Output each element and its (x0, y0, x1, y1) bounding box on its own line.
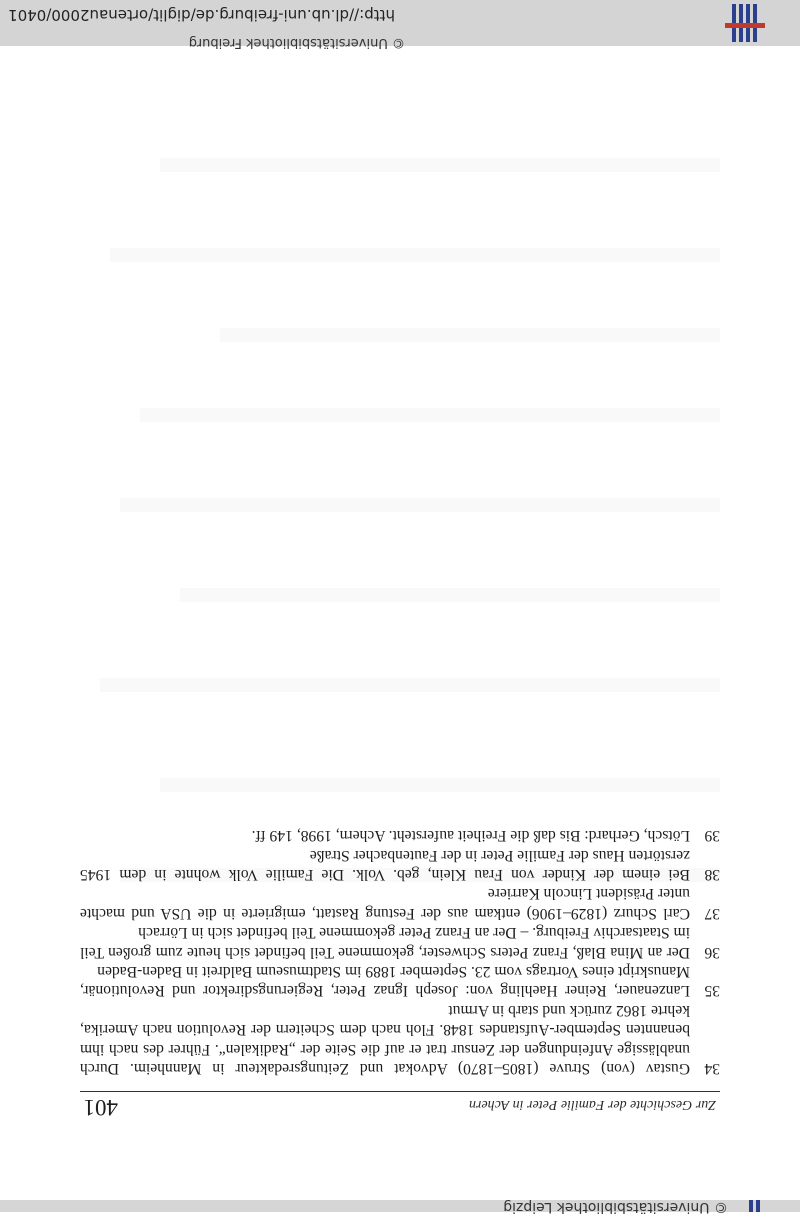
footnotes (80, 826, 720, 1078)
footnote-number: 34 (704, 1060, 720, 1077)
library-logo-icon (740, 1200, 770, 1212)
footnote-text: Gustav (von) Struve (1805–1870) Advokat und Zeitungsredakteur in Mannheim. Durch unablässige Anfeindungen der Zensur trat er auf die Seite der „Radikalen“. Führer des nach ihm benannten September-Aufstandes 1848. Floh nach dem Scheitern der Revolution nach Amerika, kehrte 1862 zurück und starb in Armut (80, 1001, 690, 1077)
footnote-number: 36 (704, 943, 720, 961)
library-footer-bar (0, 1199, 800, 1215)
footnote-text: Lanzenauer, Reiner Haehling von: Joseph Ignaz Peter, Regierungsdirektor und Revolutionär, Manuskript eines Vortrags vom 23. September 1889 im Stadtmuseum Baldreit in Baden-Baden (80, 962, 690, 1000)
show-through-line (120, 498, 720, 512)
footnote (80, 923, 720, 962)
footnote-number: 39 (704, 827, 720, 845)
footnote-number: 37 (704, 904, 720, 922)
footnote (80, 884, 720, 923)
show-through-line (100, 678, 720, 692)
library-credit: © Universitätsbibliothek Leipzig (503, 1199, 728, 1215)
footnote-text: Bei einem der Kinder von Frau Klein, geb. Volk. Die Familie Volk wohnte in dem 1945 zerstörten Haus der Familie Peter in der Fautenbacher Straße (80, 846, 690, 883)
footnote-text: Der an Mina Blaß, Franz Peters Schwester, gekommene Teil befindet sich heute zum großen Teil im Staatsarchiv Freiburg. – Der an Franz Peter gekommene Teil befindet sich in Lörrach (80, 924, 690, 961)
document-url-link[interactable]: http://dl.ub.uni-freiburg.de/diglit/ortenau2000/0401 (8, 6, 395, 24)
show-through-line (180, 588, 720, 602)
show-through-line (110, 248, 720, 262)
header-rule (80, 1091, 720, 1092)
footnote (80, 826, 720, 845)
footnote-number: 38 (704, 865, 720, 883)
library-logo-icon (725, 4, 765, 42)
footnote-text: Carl Schurz (1829–1906) entkam aus der Festung Rastatt, emigrierte in die USA und machte unter Präsident Lincoln Karriere (80, 885, 690, 922)
url-bar (0, 0, 800, 50)
footnote (80, 1000, 720, 1078)
footnote (80, 962, 720, 1001)
show-through-line (140, 408, 720, 422)
footnote-number: 35 (704, 982, 720, 1000)
running-head: Zur Geschichte der Familie Peter in Achern (468, 1097, 716, 1112)
show-through-line (220, 328, 720, 342)
show-through-line (160, 158, 720, 172)
freiburg-credit: © Universitätsbibliothek Freiburg (188, 35, 405, 50)
footnote-text: Lötsch, Gerhard: Bis daß die Freiheit aufersteht. Achern, 1998, 149 ff. (251, 827, 690, 845)
show-through-line (160, 778, 720, 792)
footnote (80, 845, 720, 884)
page-number: 401 (83, 1095, 118, 1120)
